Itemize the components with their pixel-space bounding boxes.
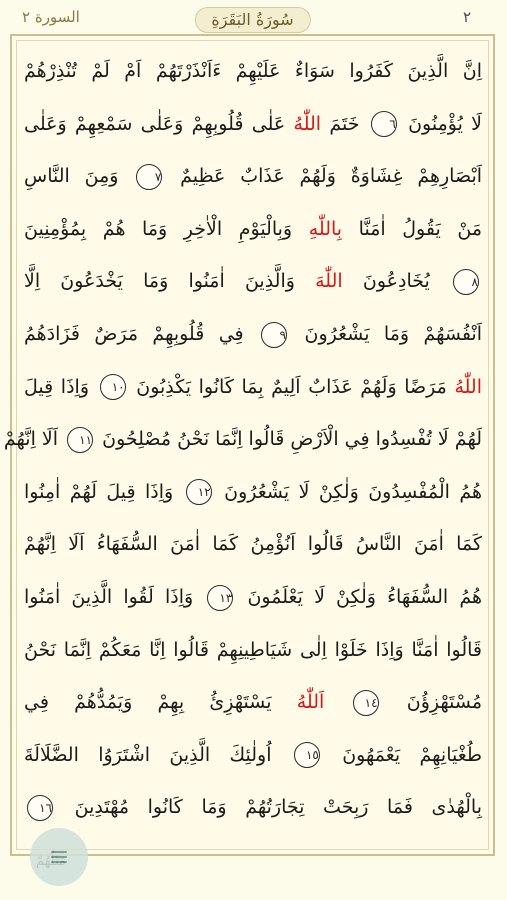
ayah-marker[interactable]: ١١ [67, 427, 93, 453]
text-line [24, 730, 482, 780]
verse-text: فِي قُلُوبِهِمْ مَرَضٌ فَزَادَهُمُ [24, 323, 244, 345]
ayah-marker[interactable]: ١٥ [294, 742, 320, 768]
verse-text: طُغْيَانِهِمْ يَعْمَهُونَ [342, 743, 483, 766]
divine-name: اللّٰهَ [315, 270, 343, 293]
divine-name: اَللّٰهُ [296, 691, 325, 714]
verse-text: هُمُ السُّفَهَاءُ وَلٰكِنْ لَا يَعْلَمُونَ [247, 586, 483, 608]
verse-text: اَلَا اِنَّهُمْ [3, 428, 59, 451]
verse-text: كَمَا اٰمَنَ النَّاسُ قَالُوا اَنُؤْمِنُ كَمَا اٰمَنَ السُّفَهَاءُ اَلَا اِنَّهُمْ [24, 533, 482, 556]
ayah-marker[interactable]: ٩ [261, 322, 287, 348]
text-line [24, 99, 482, 149]
verse-text: لَهُمْ لَا تُفْسِدُوا فِي الْاَرْضِ قَالُوا اِنَّمَا نَحْنُ مُصْلِحُونَ [102, 428, 482, 451]
verse-text: وَاِذَا قِيلَ لَهُمْ اٰمِنُوا [24, 480, 174, 503]
divine-name: اللّٰهُ [454, 375, 482, 398]
ayah-marker[interactable]: ٧ [136, 164, 162, 190]
text-line [24, 46, 482, 96]
divine-name: بِاللّٰهِ [308, 217, 343, 240]
verse-text: يَسْتَهْزِئُ بِهِمْ وَيَمُدُّهُمْ فِي [24, 691, 272, 714]
text-line [24, 677, 482, 727]
ayah-marker[interactable]: ١٠ [100, 374, 126, 400]
text-line [24, 467, 482, 517]
ayah-marker[interactable]: ١٣ [207, 585, 233, 611]
verse-text: قَالُوا اٰمَنَّا وَاِذَا خَلَوْا اِلٰى شَيَاطِينِهِمْ قَالُوا اِنَّا مَعَكُمْ اِنَّمَا نَحْنُ [24, 638, 482, 661]
verse-text: بِالْهُدٰى فَمَا رَبِحَتْ تِجَارَتُهُمْ وَمَا كَانُوا مُهْتَدِينَ [74, 796, 482, 819]
surah-title[interactable]: سُورَةُ البَقَرَةِ [194, 7, 310, 33]
quran-text-block [3, 46, 483, 836]
verse-text: لَا يُؤْمِنُونَ [408, 112, 482, 135]
verse-text: هُمُ الْمُفْسِدُونَ وَلٰكِنْ لَا يَشْعُرُونَ [224, 480, 483, 503]
verse-text: وَاِذَا لَقُوا الَّذِينَ اٰمَنُوا [24, 586, 194, 608]
verse-text: مَرَضًا وَلَهُمْ عَذَابٌ اَلِيمٌ بِمَا كَانُوا يَكْذِبُونَ [136, 375, 447, 398]
verse-text: مُسْتَهْزِؤُنَ [406, 691, 483, 714]
text-line [24, 782, 482, 832]
surah-number-label: السورة ٢ [22, 8, 80, 26]
ayah-marker[interactable]: ٨ [453, 269, 479, 295]
verse-text: وَمِنَ النَّاسِ [24, 165, 119, 188]
menu-icon [48, 846, 70, 868]
verse-text: عَلٰى قُلُوبِهِمْ وَعَلٰى سَمْعِهِمْ وَعَلٰى [24, 112, 286, 135]
text-line [24, 256, 482, 306]
text-line [24, 625, 482, 675]
ayah-marker[interactable]: ٦ [371, 111, 397, 137]
text-line [24, 151, 482, 201]
verse-text: اِنَّ الَّذِينَ كَفَرُوا سَوَاءٌ عَلَيْهِمْ ءَاَنْذَرْتَهُمْ اَمْ لَمْ تُنْذِرْهُمْ [24, 60, 482, 82]
verse-text: خَتَمَ [329, 112, 360, 135]
page-header [10, 0, 495, 34]
menu-fab-button[interactable] [30, 828, 88, 886]
ayah-marker[interactable]: ١٤ [353, 690, 379, 716]
verse-text: وَاِذَا قِيلَ [24, 375, 90, 398]
verse-text: اَنْفُسَهُمْ وَمَا يَشْعُرُونَ [304, 323, 482, 345]
text-line [24, 572, 482, 622]
text-line [24, 204, 482, 254]
divine-name: اللّٰهُ [293, 112, 322, 135]
ayah-marker[interactable]: ١٢ [186, 479, 212, 505]
text-line [24, 519, 482, 569]
text-line [24, 309, 482, 359]
page-number: ٢ [462, 8, 471, 26]
verse-text: يُخَادِعُونَ [362, 270, 430, 293]
ayah-marker[interactable]: ١٦ [27, 795, 53, 821]
verse-text: وَبِالْيَوْمِ الْاٰخِرِ وَمَا هُمْ بِمُؤْمِنِينَ [24, 217, 293, 240]
text-line [24, 362, 482, 412]
verse-text: اَبْصَارِهِمْ غِشَاوَةٌ وَلَهُمْ عَذَابٌ عَظِيمٌ [180, 165, 483, 188]
text-line [3, 414, 482, 464]
verse-text: وَالَّذِينَ اٰمَنُوا وَمَا يَخْدَعُونَ اِلَّا [24, 270, 295, 293]
verse-text: مَنْ يَقُولُ اٰمَنَّا [358, 217, 483, 240]
verse-text: اُولٰئِكَ الَّذِينَ اشْتَرَوُا الضَّلَالَةَ [24, 743, 272, 766]
